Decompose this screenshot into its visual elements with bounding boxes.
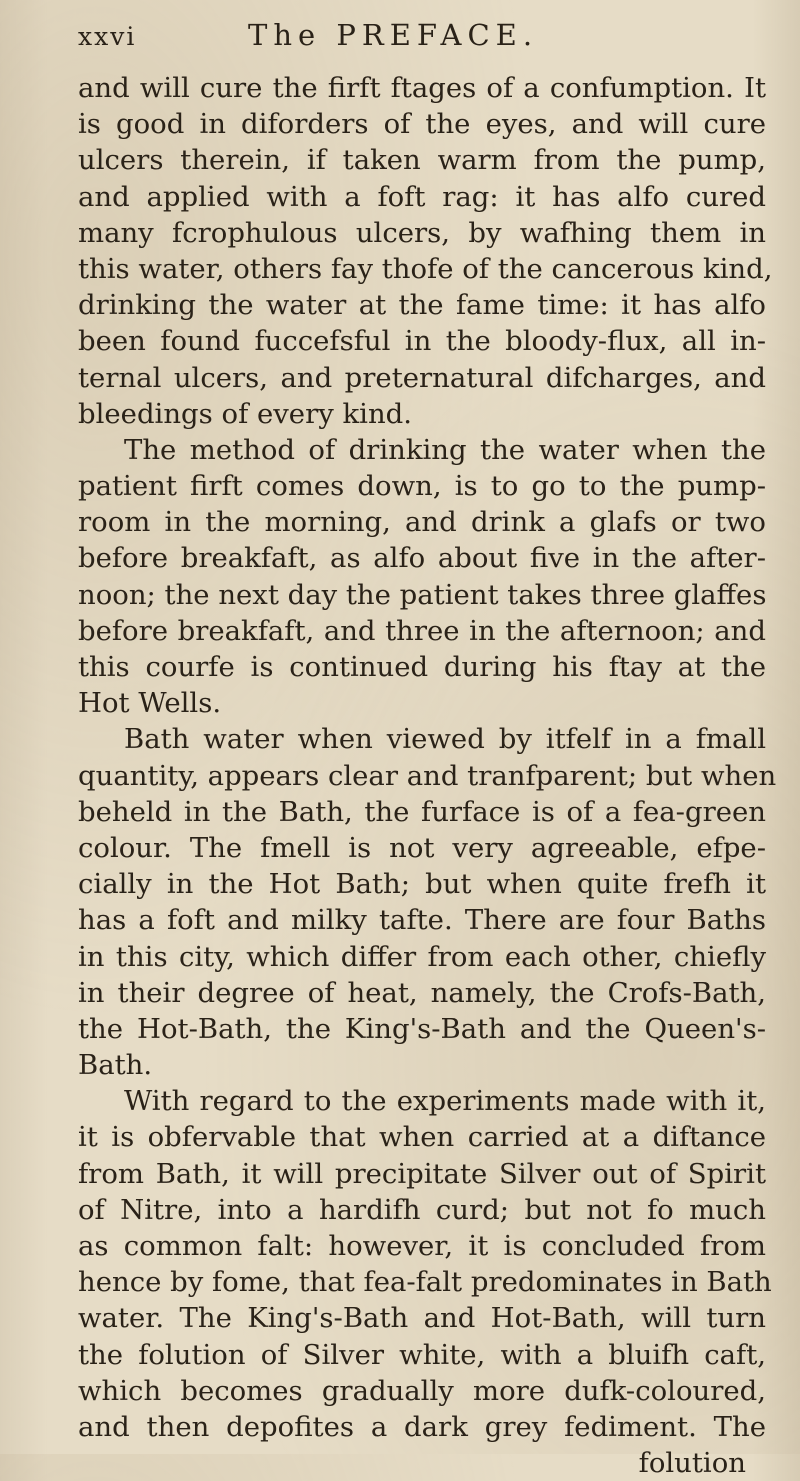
running-title: The PREFACE. [248,18,539,52]
text-line: bleedings of every kind. [78,397,413,430]
text-line: before breakfaft, and three in the afternoon; and [78,614,766,647]
text-line: cially in the Hot Bath; but when quite frefh it [78,868,766,901]
text-line: this courfe is continued during his ftay at the [78,651,766,683]
text-line: many fcrophulous ulcers, by wafhing them in [78,216,766,249]
text-line: in this city, which differ from each other, chiefly [78,940,766,973]
text-line: as common falt: however, it is concluded from [78,1230,766,1262]
paragraph-start-line: With regard to the experiments made with it, [124,1085,766,1118]
text-line: from Bath, it will precipitate Silver out of Spirit [78,1157,766,1190]
text-line: colour. The fmell is not very agreeable, efpe- [78,831,766,864]
text-line: ternal ulcers, and preternatural difcharges, and [78,361,766,394]
text-line: before breakfaft, as alfo about five in the after- [78,542,766,575]
text-line: and will cure the firft ftages of a confumption. It [78,72,766,104]
text-line: room in the morning, and drink a glafs or two [78,506,766,539]
text-line: beheld in the Bath, the furface is of a fea-green [78,795,766,828]
text-line: and then depofites a dark grey fediment. The [78,1410,766,1443]
text-line: this water, others fay thofe of the cancerous kind, [78,252,773,285]
text-line: the folution of Silver white, with a bluifh caft, [78,1338,766,1371]
text-line: which becomes gradually more dufk-coloured, [78,1374,766,1407]
text-line: it is obfervable that when carried at a diftance [78,1121,766,1154]
text-line: in their degree of heat, namely, the Crofs-Bath, [78,976,766,1009]
text-line: quantity, appears clear and tranfparent; but when [78,759,777,792]
text-line: noon; the next day the patient takes three glaffes [78,578,767,611]
catchword: folution [638,1447,746,1480]
page-number: xxvi [78,22,137,51]
text-line: Bath. [78,1049,153,1082]
text-line: hence by fome, that fea-falt predominates in Bath [78,1266,772,1299]
text-line: water. The King's-Bath and Hot-Bath, will turn [78,1302,766,1335]
running-head [78,18,766,64]
body-text [78,70,777,1481]
text-line: of Nitre, into a hardifh curd; but not fo much [78,1193,766,1226]
text-line: and applied with a foft rag: it has alfo cured [78,180,766,213]
text-line: the Hot-Bath, the King's-Bath and the Queen's- [78,1012,766,1045]
text-line: has a foft and milky tafte. There are four Baths [78,904,766,937]
text-line: ulcers therein, if taken warm from the pump, [78,144,766,177]
paragraph-start-line: Bath water when viewed by itfelf in a fmall [124,723,766,756]
text-line: Hot Wells. [78,687,222,720]
paragraph-start-line: The method of drinking the water when the [124,433,766,466]
text-line: is good in diforders of the eyes, and will cure [78,108,766,141]
text-line: been found fuccefsful in the bloody-flux, all in- [78,325,766,358]
text-line: patient firft comes down, is to go to the pump- [78,470,766,503]
text-line: drinking the water at the fame time: it has alfo [78,289,766,322]
